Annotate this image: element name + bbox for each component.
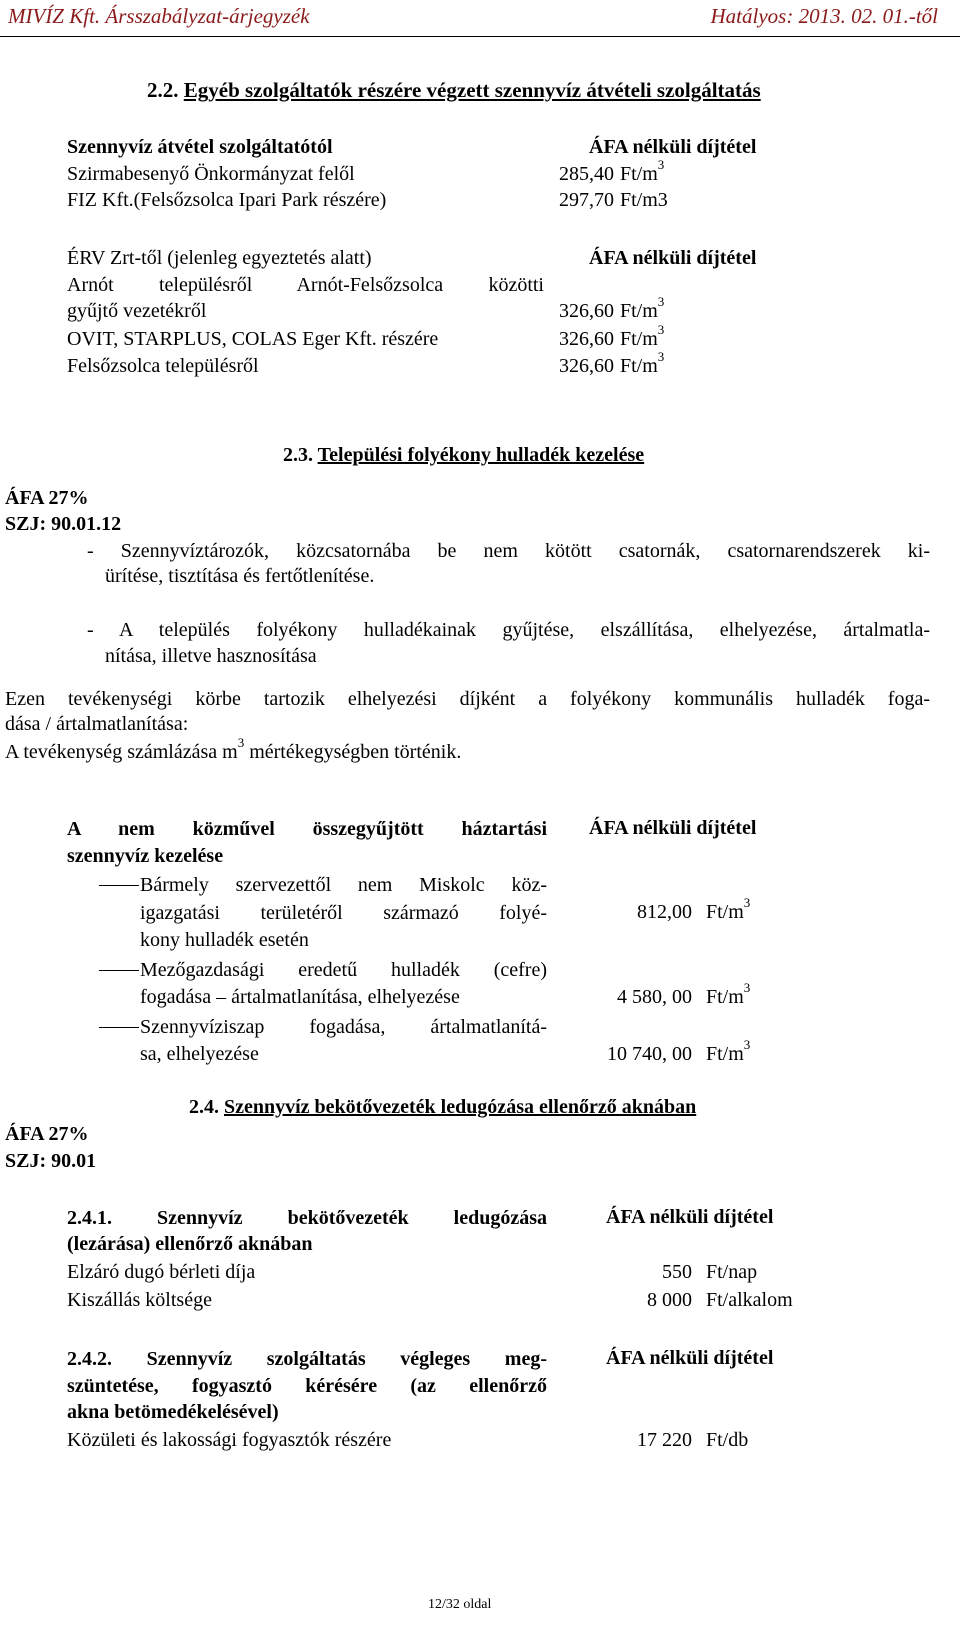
paragraph-text: A tevékenység számlázása m: [5, 741, 238, 763]
item-1-price: 812,00: [637, 901, 692, 923]
arnot-unit: [620, 294, 665, 323]
szj-code-label: SZJ: 90.01.12: [5, 513, 122, 535]
callout-fee-unit: Ft/alkalom: [706, 1289, 793, 1311]
plug-rental-price: 550: [662, 1261, 692, 1283]
unit-text: Ft/m: [706, 986, 744, 1008]
s242-heading-line1: 2.4.2. Szennyvíz szolgáltatás végleges meg-: [67, 1348, 547, 1370]
unit-superscript: 3: [743, 895, 751, 911]
s22-row-unit: Ft/m3: [620, 189, 668, 211]
consumers-price: 17 220: [637, 1429, 692, 1451]
felsozsolca-unit: [620, 349, 665, 378]
vat-rate-label: ÁFA 27%: [5, 1123, 89, 1145]
s22-row-label: Szirmabesenyő Önkormányzat felől: [67, 163, 355, 185]
item-2-unit: [706, 980, 751, 1009]
paragraph-line1: Ezen tevékenységi körbe tartozik elhelyezési díjként a folyékony kommunális hulladék foga-: [5, 688, 930, 710]
s241-col-heading: ÁFA nélküli díjtétel: [606, 1206, 774, 1228]
callout-fee-label: Kiszállás költsége: [67, 1289, 212, 1311]
household-table-heading-line1: A nem közművel összegyűjtött háztartási: [67, 818, 547, 840]
section-2-4-title: Szennyvíz bekötővezeték ledugózása ellenőrző aknában: [224, 1096, 697, 1118]
s242-heading-line2: szüntetése, fogyasztó kérésére (az ellenőrző: [67, 1375, 547, 1397]
paragraph-text: mértékegységben történik.: [244, 741, 462, 763]
unit-superscript: 3: [743, 980, 751, 996]
header-left-title: MIVÍZ Kft. Ársszabályzat-árjegyzék: [8, 4, 310, 28]
szj-code-label: SZJ: 90.01: [5, 1150, 97, 1172]
list-dash-icon: [99, 885, 139, 886]
item-3-price: 10 740, 00: [607, 1043, 692, 1065]
list-dash-icon: [99, 970, 139, 971]
felsozsolca-price: 326,60: [559, 355, 614, 377]
unit-superscript: 3: [657, 157, 665, 173]
callout-fee-price: 8 000: [647, 1289, 692, 1311]
ovit-label: OVIT, STARPLUS, COLAS Eger Kft. részére: [67, 328, 439, 350]
unit-superscript: 3: [237, 735, 245, 751]
list-dash-icon: [99, 1027, 139, 1028]
unit-superscript: 3: [743, 1037, 751, 1053]
s241-heading-line1: 2.4.1. Szennyvíz bekötővezeték ledugózása: [67, 1207, 547, 1229]
s22-row-unit: [620, 157, 665, 186]
item-3-unit: [706, 1037, 751, 1066]
arnot-label-line2: gyűjtő vezetékről: [67, 300, 207, 322]
item-1-line2: igazgatási területéről származó folyé-: [140, 902, 547, 924]
item-3-line2: sa, elhelyezése: [140, 1043, 259, 1065]
s22-col-left-heading: Szennyvíz átvétel szolgáltatótól: [67, 136, 333, 158]
bullet-2-line1: - A település folyékony hulladékainak gyűjtése, elszállítása, elhelyezése, ártalmatla-: [87, 619, 930, 641]
unit-text: Ft/m: [706, 901, 744, 923]
item-1-line3: kony hulladék esetén: [140, 929, 309, 951]
paragraph-line3: [5, 735, 462, 764]
item-2-line2: fogadása – ártalmatlanítása, elhelyezése: [140, 986, 460, 1008]
unit-text: Ft/m: [620, 355, 658, 377]
ovit-price: 326,60: [559, 328, 614, 350]
felsozsolca-label: Felsőzsolca településről: [67, 355, 259, 377]
item-3-line1: Szennyvíziszap fogadása, ártalmatlanítá-: [140, 1016, 547, 1038]
unit-superscript: 3: [657, 322, 665, 338]
page-number: 12/32 oldal: [428, 1597, 492, 1612]
s242-col-heading: ÁFA nélküli díjtétel: [606, 1347, 774, 1369]
unit-text: Ft/m: [620, 328, 658, 350]
section-2-4-heading: [189, 1095, 696, 1119]
erv-col-heading: ÁFA nélküli díjtétel: [589, 247, 757, 269]
unit-text: Ft/m: [620, 300, 658, 322]
s241-heading-line2: (lezárása) ellenőrző aknában: [67, 1233, 313, 1255]
section-2-2-heading: [147, 78, 761, 102]
bullet-2-line2: nítása, illetve hasznosítása: [105, 645, 317, 667]
ovit-unit: [620, 322, 665, 351]
household-table-heading-line2: szennyvíz kezelése: [67, 845, 224, 867]
header-validity-date: Hatályos: 2013. 02. 01.-től: [710, 4, 938, 28]
consumers-unit: Ft/db: [706, 1429, 749, 1451]
item-1-line1: Bármely szervezettől nem Miskolc köz-: [140, 874, 547, 896]
bullet-1-line1: - Szennyvíztározók, közcsatornába be nem kötött csatornák, csatornarendszerek ki-: [87, 540, 930, 562]
item-2-price: 4 580, 00: [617, 986, 692, 1008]
item-2-line1: Mezőgazdasági eredetű hulladék (cefre): [140, 959, 547, 981]
unit-text: Ft/m: [620, 163, 658, 185]
s22-col-right-heading: ÁFA nélküli díjtétel: [589, 136, 757, 158]
paragraph-line2: dása / ártalmatlanítása:: [5, 713, 189, 735]
erv-label: ÉRV Zrt-től (jelenleg egyeztetés alatt): [67, 247, 372, 269]
household-table-col-heading: ÁFA nélküli díjtétel: [589, 817, 757, 839]
section-2-3-title: Települési folyékony hulladék kezelése: [317, 444, 645, 466]
bullet-1-line2: ürítése, tisztítása és fertőtlenítése.: [105, 565, 375, 587]
section-2-4-number: 2.4.: [189, 1096, 219, 1118]
item-1-unit: [706, 895, 751, 924]
section-2-2-number: 2.2.: [147, 78, 179, 102]
vat-rate-label: ÁFA 27%: [5, 487, 89, 509]
s22-row-price: 285,40: [559, 163, 614, 185]
s22-row-label: FIZ Kft.(Felsőzsolca Ipari Park részére): [67, 189, 387, 211]
arnot-label-line1: Arnót településről Arnót-Felsőzsolca közötti: [67, 274, 544, 296]
unit-superscript: 3: [657, 294, 665, 310]
plug-rental-label: Elzáró dugó bérleti díja: [67, 1261, 256, 1283]
section-2-2-title: Egyéb szolgáltatók részére végzett szennyvíz átvételi szolgáltatás: [183, 78, 761, 102]
section-2-3-number: 2.3.: [283, 444, 313, 466]
page-header: [0, 0, 960, 37]
unit-superscript: 3: [657, 349, 665, 365]
consumers-label: Közületi és lakossági fogyasztók részére: [67, 1429, 392, 1451]
unit-text: Ft/m: [706, 1043, 744, 1065]
arnot-price: 326,60: [559, 300, 614, 322]
s22-row-price: 297,70: [559, 189, 614, 211]
plug-rental-unit: Ft/nap: [706, 1261, 758, 1283]
section-2-3-heading: [283, 443, 644, 467]
s242-heading-line3: akna betömedékelésével): [67, 1401, 279, 1423]
